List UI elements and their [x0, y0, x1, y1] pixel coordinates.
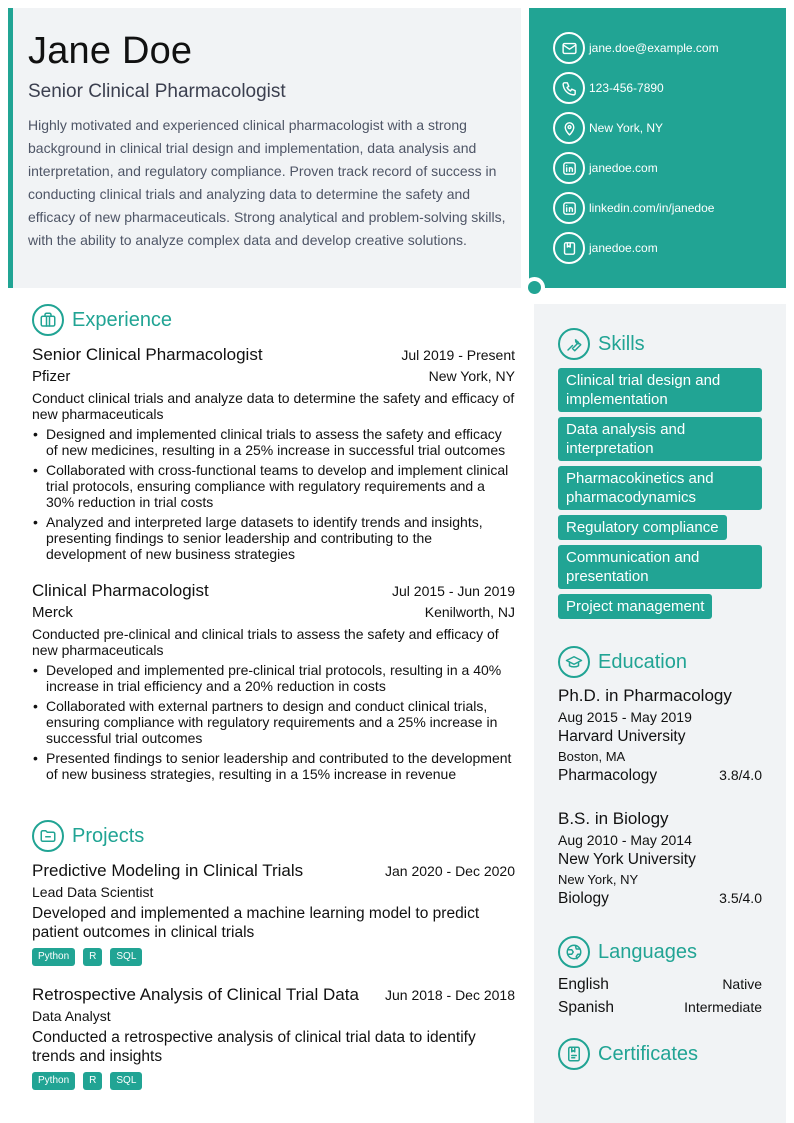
linkedin-icon: [553, 152, 585, 184]
job-location: New York, NY: [428, 368, 515, 384]
job-company: Pfizer: [32, 368, 71, 385]
bullet-item: • Collaborated with cross-functional teams to develop and implement clinical trial protocols, ensuring compliance with regulatory requirements and a 30% reduction in trial costs: [32, 462, 515, 510]
contact-panel: [529, 8, 786, 288]
section-title: Experience: [72, 308, 173, 331]
project-tags: [32, 1072, 515, 1090]
degree: Ph.D. in Pharmacology: [558, 686, 732, 705]
bullet-item: • Designed and implemented clinical trials to assess the safety and efficacy of new medicines, resulting in a 25% increase in successful trial outcomes: [32, 426, 515, 458]
job-bullets: [32, 662, 515, 782]
job-dates: Jul 2015 - Jun 2019: [392, 583, 515, 599]
bullet-item: • Developed and implemented pre-clinical trial protocols, resulting in a 40% increase in trial efficiency and a 20% reduction in costs: [32, 662, 515, 694]
school-location: New York, NY: [558, 872, 639, 887]
candidate-name: Jane Doe: [28, 30, 193, 72]
school: Harvard University: [558, 728, 686, 745]
summary-text: Highly motivated and experienced clinical pharmacologist with a strong background in clinical trial design and implementation, data analysis and interpretation, and regulatory compliance. Proven track record of success in conducting clinical trials and analyzing data to determine the safety and efficacy of new pharmaceuticals. Strong analytical and problem-solving skills, with the ability to analyze complex data and develop creative solutions.: [28, 117, 506, 248]
header-panel: [8, 8, 521, 288]
skills-heading: [558, 328, 645, 360]
job-dates: Jul 2019 - Present: [401, 347, 515, 363]
section-title: Languages: [598, 940, 697, 963]
portfolio-text: janedoe.com: [589, 241, 658, 255]
phone-icon: [553, 72, 585, 104]
bullet-item: • Collaborated with external partners to design and conduct clinical trials, ensuring compliance with regulatory requirements and a 25% increase in successful trial outcomes: [32, 698, 515, 746]
candidate-title: Senior Clinical Pharmacologist: [28, 81, 286, 102]
project-dates: Jan 2020 - Dec 2020: [385, 863, 515, 879]
section-title: Projects: [72, 824, 145, 847]
contact-phone[interactable]: [553, 72, 664, 104]
tag: Python: [32, 948, 75, 966]
education-dates: Aug 2015 - May 2019: [558, 709, 692, 725]
tag: R: [83, 948, 102, 966]
skill-chip: Pharmacokinetics and pharmacodynamics: [558, 466, 762, 510]
language-name: Spanish: [558, 999, 615, 1016]
job-location: Kenilworth, NJ: [424, 604, 515, 620]
gpa: 3.8/4.0: [719, 767, 762, 783]
linkedin-icon: [553, 192, 585, 224]
projects-heading: [32, 820, 144, 852]
job-entry: [32, 345, 515, 566]
field-of-study: Biology: [558, 890, 609, 907]
bookmark-icon: [553, 232, 585, 264]
experience-heading: [32, 304, 172, 336]
tag: Python: [32, 1072, 75, 1090]
gpa: 3.5/4.0: [719, 890, 762, 906]
briefcase-icon: [32, 304, 64, 336]
linkedin-text: linkedin.com/in/janedoe: [589, 201, 715, 215]
job-description: Conducted pre-clinical and clinical trials to assess the safety and efficacy of new pharmaceuticals: [32, 626, 499, 658]
wrench-icon: [558, 328, 590, 360]
language-level: Intermediate: [684, 999, 762, 1015]
tag: SQL: [110, 948, 142, 966]
project-entry: [32, 985, 515, 1090]
job-title: Senior Clinical Pharmacologist: [32, 345, 263, 364]
website-text: janedoe.com: [589, 161, 658, 175]
skills-list: [558, 368, 763, 624]
section-title: Education: [598, 650, 687, 673]
certificate-icon: [558, 1038, 590, 1070]
graduation-cap-icon: [558, 646, 590, 678]
tag: SQL: [110, 1072, 142, 1090]
connector-dot: [528, 281, 541, 294]
tag: R: [83, 1072, 102, 1090]
skill-chip: Communication and presentation: [558, 545, 762, 589]
contact-portfolio[interactable]: [553, 232, 658, 264]
education-heading: [558, 646, 687, 678]
language-row: [558, 999, 762, 1017]
project-role: Data Analyst: [32, 1008, 111, 1024]
skill-chip: Data analysis and interpretation: [558, 417, 762, 461]
language-name: English: [558, 976, 609, 993]
skill-chip: Project management: [558, 594, 712, 619]
section-title: Skills: [598, 332, 645, 355]
project-title: Predictive Modeling in Clinical Trials: [32, 861, 304, 880]
job-company: Merck: [32, 604, 73, 621]
field-of-study: Pharmacology: [558, 767, 658, 784]
job-entry: [32, 581, 515, 786]
project-tags: [32, 948, 515, 966]
phone-text: 123-456-7890: [589, 81, 664, 95]
project-dates: Jun 2018 - Dec 2018: [385, 987, 515, 1003]
education-entry: [558, 686, 762, 785]
bullet-item: • Analyzed and interpreted large datasets to identify trends and insights, presenting findings to senior leadership and contributing to the development of new business strategies: [32, 514, 515, 562]
project-entry: [32, 861, 515, 966]
education-dates: Aug 2010 - May 2014: [558, 832, 692, 848]
contact-website[interactable]: [553, 152, 658, 184]
language-level: Native: [722, 976, 762, 992]
project-title: Retrospective Analysis of Clinical Trial Data: [32, 985, 359, 1004]
contact-linkedin[interactable]: [553, 192, 714, 224]
bullet-item: • Presented findings to senior leadership and contributed to the development of new business strategies, resulting in a 15% increase in revenue: [32, 750, 515, 782]
contact-email[interactable]: [553, 32, 719, 64]
certificates-heading: [558, 1038, 698, 1070]
section-title: Certificates: [598, 1042, 699, 1065]
contact-location: [553, 112, 663, 144]
skill-chip: Regulatory compliance: [558, 515, 727, 540]
location-text: New York, NY: [589, 121, 664, 135]
degree: B.S. in Biology: [558, 809, 669, 828]
job-bullets: [32, 426, 515, 562]
school: New York University: [558, 851, 696, 868]
folder-icon: [32, 820, 64, 852]
job-title: Clinical Pharmacologist: [32, 581, 209, 600]
map-pin-icon: [553, 112, 585, 144]
email-text: jane.doe@example.com: [589, 41, 719, 55]
job-description: Conduct clinical trials and analyze data to determine the safety and efficacy of new pharmaceuticals: [32, 390, 515, 422]
languages-heading: [558, 936, 697, 968]
project-description: Conducted a retrospective analysis of clinical trial data to identify trends and insights: [32, 1029, 476, 1065]
skill-chip: Clinical trial design and implementation: [558, 368, 762, 412]
envelope-icon: [553, 32, 585, 64]
education-entry: [558, 809, 762, 908]
school-location: Boston, MA: [558, 749, 626, 764]
project-role: Lead Data Scientist: [32, 884, 154, 900]
project-description: Developed and implemented a machine learning model to predict patient outcomes in clinical trials: [32, 905, 480, 941]
language-row: [558, 976, 762, 994]
globe-icon: [558, 936, 590, 968]
